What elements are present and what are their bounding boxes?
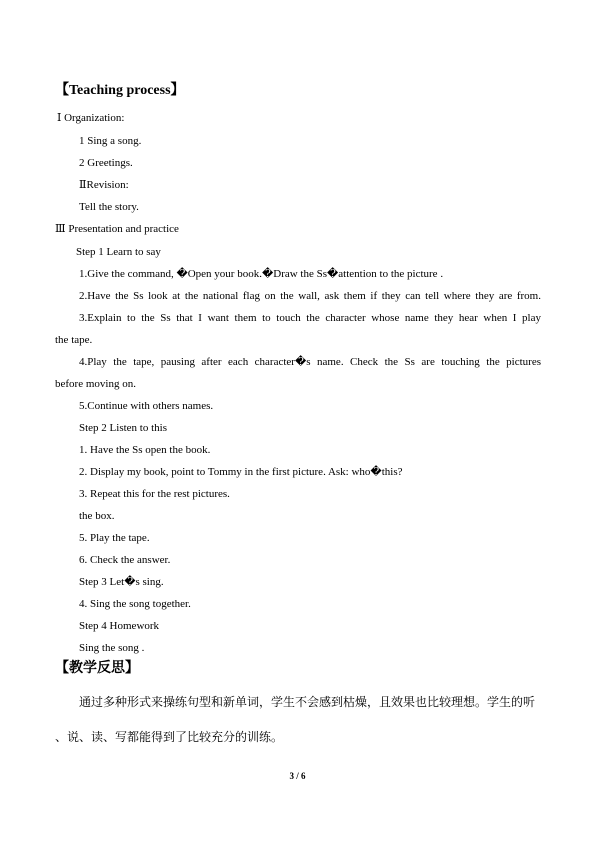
step-1-item-1: 1.Give the command, �Open your book.�Draw the Ss�attention to the picture . xyxy=(79,268,444,280)
step-4-item: Sing the song . xyxy=(79,642,145,654)
item-tell-story: Tell the story. xyxy=(79,201,139,213)
page-number: 3 / 6 xyxy=(289,771,306,781)
step-2-item-box: the box. xyxy=(79,510,115,522)
step-1-item-4-line-1: 4.Play the tape, pausing after each character�s name. Check the Ss are touching the pictures xyxy=(79,356,541,368)
step-2-item-5: 5. Play the tape. xyxy=(79,532,150,544)
item-greetings: 2 Greetings. xyxy=(79,157,133,169)
teaching-process-heading: 【Teaching process】 xyxy=(55,83,185,98)
reflection-line-1: 通过多种形式来操练句型和新单词，学生不会感到枯燥，且效果也比较理想。学生的听 xyxy=(79,695,536,709)
section-organization: Ⅰ Organization: xyxy=(57,112,125,124)
item-sing-song: 1 Sing a song. xyxy=(79,135,142,147)
step-1-item-3-line-2: the tape. xyxy=(55,334,93,346)
step-4-heading: Step 4 Homework xyxy=(79,620,160,632)
step-2-item-3: 3. Repeat this for the rest pictures. xyxy=(79,488,230,500)
step-1-item-4-line-2: before moving on. xyxy=(55,378,136,390)
reflection-line-2: 、说、读、写都能得到了比较充分的训练。 xyxy=(55,730,284,744)
step-1-item-3-line-1: 3.Explain to the Ss that I want them to touch the character whose name they hear when I play xyxy=(79,312,541,324)
step-3-item-4: 4. Sing the song together. xyxy=(79,598,191,610)
step-2-item-2: 2. Display my book, point to Tommy in the first picture. Ask: who�this? xyxy=(79,466,403,478)
step-2-heading: Step 2 Listen to this xyxy=(79,422,167,434)
step-1-heading: Step 1 Learn to say xyxy=(76,246,161,258)
step-2-item-1: 1. Have the Ss open the book. xyxy=(79,444,211,456)
step-2-item-6: 6. Check the answer. xyxy=(79,554,171,566)
step-3-heading: Step 3 Let�s sing. xyxy=(79,576,164,588)
step-1-item-2: 2.Have the Ss look at the national flag on the wall, ask them if they can tell where they are from. xyxy=(79,290,541,302)
section-presentation: Ⅲ Presentation and practice xyxy=(55,223,179,235)
section-revision: ⅡRevision: xyxy=(79,179,129,191)
reflection-heading: 【教学反思】 xyxy=(55,660,139,676)
step-1-item-5: 5.Continue with others names. xyxy=(79,400,214,412)
